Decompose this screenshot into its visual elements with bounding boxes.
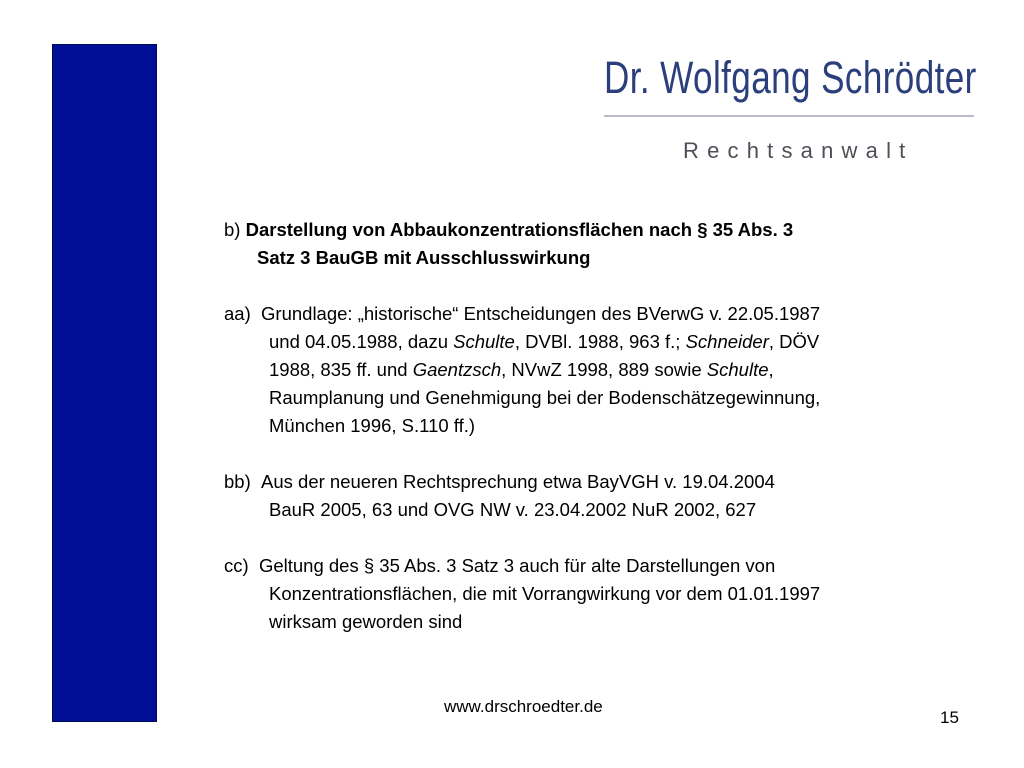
item-aa-author-schulte: Schulte: [453, 331, 515, 352]
logo-divider: [604, 115, 974, 117]
item-aa-text-1: Grundlage: „historische“ Entscheidungen des BVerwG v. 22.05.1987: [261, 303, 821, 324]
item-cc-label: cc): [224, 555, 249, 576]
item-cc-line-1: [224, 552, 984, 580]
item-aa-line-2: [224, 328, 984, 356]
item-cc-line-3: wirksam geworden sind: [269, 611, 463, 632]
section-b-label: b): [224, 219, 241, 240]
logo-name: Dr. Wolfgang Schrödter: [604, 52, 977, 103]
item-aa: [224, 300, 984, 440]
item-aa-text-3a: 1988, 835 ff. und: [269, 359, 413, 380]
page-number: 15: [940, 708, 959, 727]
item-bb-text-1: Aus der neueren Rechtsprechung etwa BayVGH v. 19.04.2004: [261, 471, 775, 492]
item-aa-author-schneider: Schneider: [685, 331, 769, 352]
item-bb-label: bb): [224, 471, 251, 492]
item-bb-line-2: BauR 2005, 63 und OVG NW v. 23.04.2002 NuR 2002, 627: [269, 499, 757, 520]
section-b-title-1: Darstellung von Abbaukonzentrationsflächen nach § 35 Abs. 3: [245, 219, 794, 240]
slide-content: [224, 216, 984, 664]
item-aa-text-3c: , NVwZ 1998, 889 sowie: [501, 359, 707, 380]
item-bb-line-1: [224, 468, 984, 496]
sidebar-bar: [52, 44, 157, 722]
item-aa-text-2e: , DÖV: [768, 331, 820, 352]
item-aa-line-3: [224, 356, 984, 384]
item-aa-text-2c: , DVBl. 1988, 963 f.;: [514, 331, 686, 352]
item-aa-text-3e: ,: [768, 359, 774, 380]
section-b-title-2: Satz 3 BauGB mit Ausschlusswirkung: [257, 247, 591, 268]
section-b: [224, 216, 984, 272]
item-aa-text-2a: und 04.05.1988, dazu: [269, 331, 454, 352]
section-b-heading-line-1: [224, 216, 984, 244]
item-aa-line-5: München 1996, S.110 ff.): [269, 415, 476, 436]
item-cc-text-1: Geltung des § 35 Abs. 3 Satz 3 auch für alte Darstellungen von: [258, 555, 776, 576]
item-cc: [224, 552, 984, 636]
item-aa-line-1: [224, 300, 984, 328]
item-bb: [224, 468, 984, 524]
footer-url: www.drschroedter.de: [444, 697, 603, 716]
item-aa-line-4: Raumplanung und Genehmigung bei der Bodenschätzegewinnung,: [269, 387, 821, 408]
item-aa-author-schulte-2: Schulte: [706, 359, 769, 380]
logo-subtitle: Rechtsanwalt: [683, 138, 914, 163]
item-cc-line-2: Konzentrationsflächen, die mit Vorrangwirkung vor dem 01.01.1997: [269, 583, 821, 604]
item-aa-author-gaentzsch: Gaentzsch: [412, 359, 502, 380]
item-aa-label: aa): [224, 303, 251, 324]
